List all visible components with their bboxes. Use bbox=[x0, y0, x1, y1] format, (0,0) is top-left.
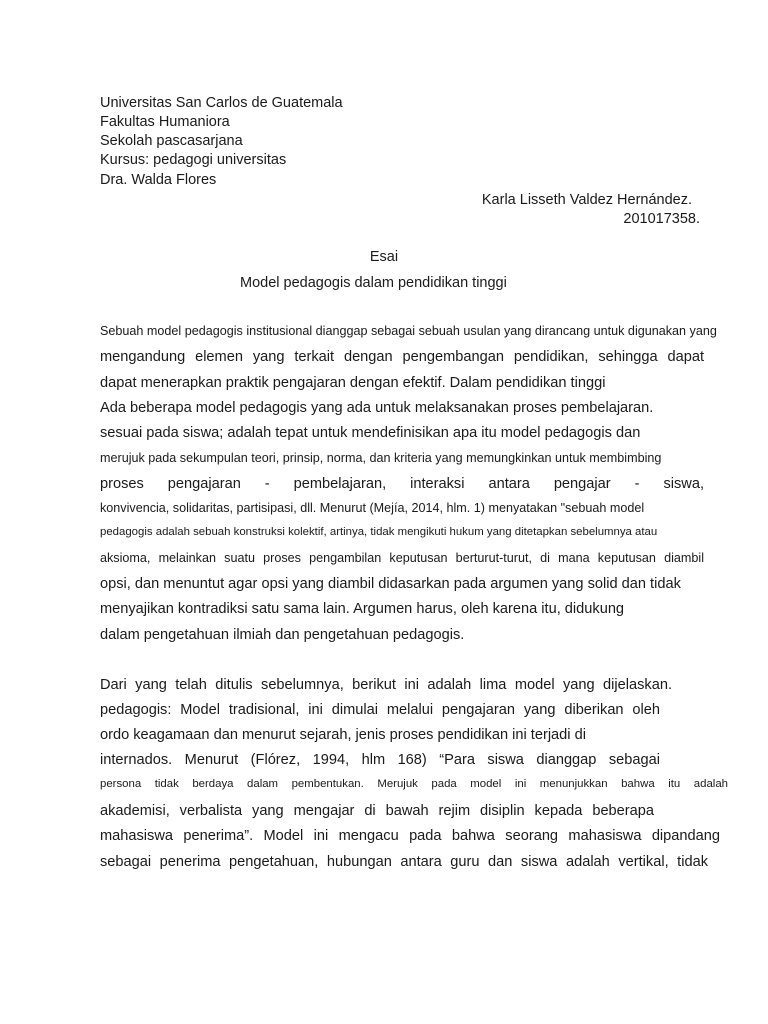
essay-title: Model pedagogis dalam pendidikan tinggi bbox=[240, 275, 507, 291]
paragraph-line: merujuk pada sekumpulan teori, prinsip, norma, dan kriteria yang memungkinkan untuk membimbing bbox=[100, 451, 662, 465]
paragraph-line: akademisi, verbalista yang mengajar di bawah rejim disiplin kepada beberapa bbox=[100, 803, 654, 819]
author-name: Karla Lisseth Valdez Hernández. bbox=[481, 192, 692, 208]
paragraph-line: sesuai pada siswa; adalah tepat untuk mendefinisikan apa itu model pedagogis dan bbox=[100, 425, 641, 441]
student-id: 201017358. bbox=[623, 211, 700, 227]
faculty-name: Fakultas Humaniora bbox=[100, 114, 230, 130]
paragraph-line: pedagogis: Model tradisional, ini dimulai melalui pengajaran yang diberikan oleh bbox=[100, 702, 660, 718]
course-name: Kursus: pedagogi universitas bbox=[100, 152, 287, 168]
paragraph-line: persona tidak berdaya dalam pembentukan. Merujuk pada model ini menunjukkan bahwa itu adalah bbox=[100, 778, 728, 790]
lecturer-name: Dra. Walda Flores bbox=[100, 172, 217, 188]
paragraph-line: aksioma, melainkan suatu proses pengambilan keputusan berturut-turut, di mana keputusan diambil bbox=[100, 551, 704, 565]
paragraph-line: pedagogis adalah sebuah konstruksi kolektif, artinya, tidak mengikuti hukum yang ditetapkan sebelumnya atau bbox=[100, 526, 658, 538]
school-name: Sekolah pascasarjana bbox=[100, 133, 243, 149]
paragraph-line: konvivencia, solidaritas, partisipasi, dll. Menurut (Mejía, 2014, hlm. 1) menyatakan "sebuah model bbox=[100, 501, 645, 515]
paragraph-line: proses pengajaran - pembelajaran, interaksi antara pengajar - siswa, bbox=[100, 476, 704, 492]
paragraph-line: internados. Menurut (Flórez, 1994, hlm 168) “Para siswa dianggap sebagai bbox=[100, 752, 660, 768]
university-name: Universitas San Carlos de Guatemala bbox=[100, 95, 343, 111]
paragraph-line: ordo keagamaan dan menurut sejarah, jenis proses pendidikan ini terjadi di bbox=[100, 727, 586, 743]
paragraph-line: dapat menerapkan praktik pengajaran dengan efektif. Dalam pendidikan tinggi bbox=[100, 375, 606, 391]
paragraph-line: menyajikan kontradiksi satu sama lain. Argumen harus, oleh karena itu, didukung bbox=[100, 601, 625, 617]
paragraph-line: Ada beberapa model pedagogis yang ada untuk melaksanakan proses pembelajaran. bbox=[100, 400, 654, 416]
paragraph-line: mahasiswa penerima”. Model ini mengacu pada bahwa seorang mahasiswa dipandang bbox=[100, 828, 720, 844]
paragraph-line: sebagai penerima pengetahuan, hubungan antara guru dan siswa adalah vertikal, tidak bbox=[100, 854, 708, 870]
paragraph-line: Sebuah model pedagogis institusional dianggap sebagai sebuah usulan yang dirancang untuk digunakan yang bbox=[100, 324, 717, 338]
essay-type: Esai bbox=[369, 249, 399, 265]
paragraph-line: dalam pengetahuan ilmiah dan pengetahuan pedagogis. bbox=[100, 627, 465, 643]
paragraph-line: opsi, dan menuntut agar opsi yang diambil didasarkan pada argumen yang solid dan tidak bbox=[100, 576, 681, 592]
paragraph-line: Dari yang telah ditulis sebelumnya, berikut ini adalah lima model yang dijelaskan. bbox=[100, 677, 672, 693]
paragraph-line: mengandung elemen yang terkait dengan pengembangan pendidikan, sehingga dapat bbox=[100, 349, 704, 365]
